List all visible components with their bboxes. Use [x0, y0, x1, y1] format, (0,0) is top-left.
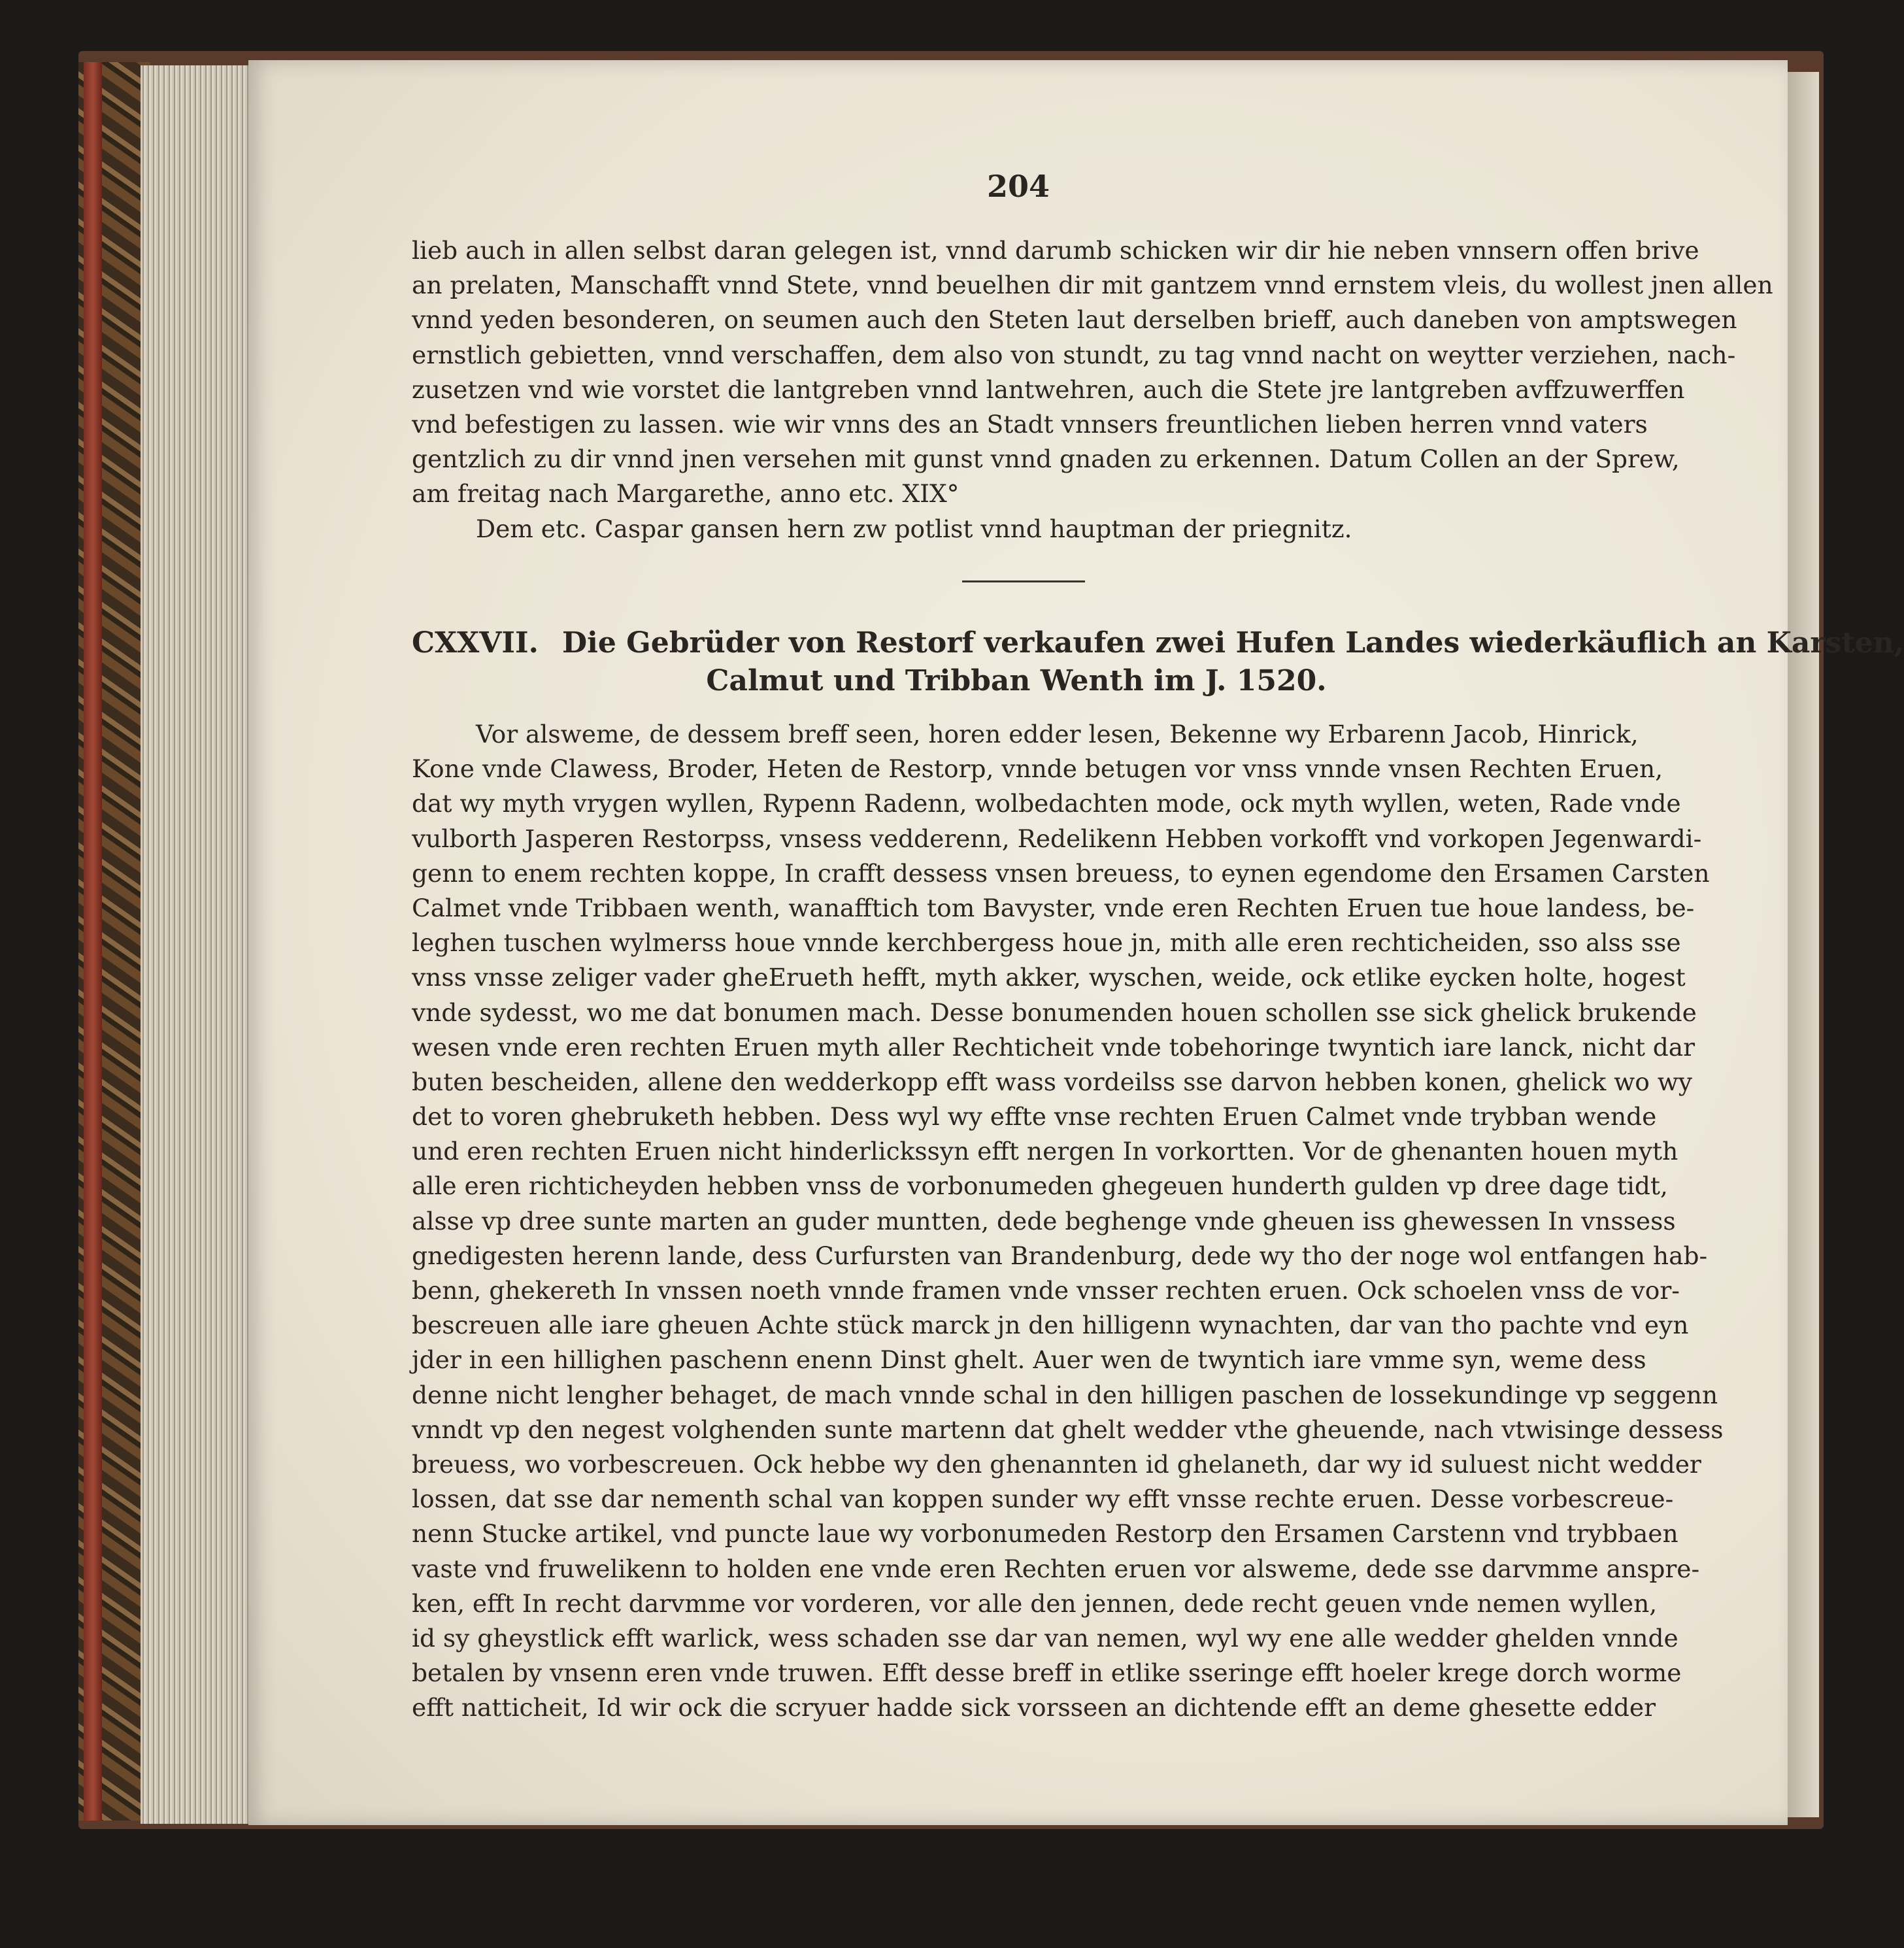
text-line: betalen by vnsenn eren vnde truwen. Efft desse breff in etlike sseringe efft hoeler krege dorch worme — [412, 1658, 1682, 1688]
text-line: vnss vnsse zeliger vader gheErueth hefft, myth akker, wyschen, weide, ock etlike eycken holte, hogest — [412, 963, 1686, 992]
text-line: det to voren ghebruketh hebben. Dess wyl wy effte vnse rechten Eruen Calmet vnde trybban wende — [412, 1102, 1657, 1132]
text-line: vaste vnd fruwelikenn to holden ene vnde eren Rechten eruen vor alsweme, dede sse darvmme anspre- — [412, 1554, 1700, 1583]
text-line: genn to enem rechten koppe, In crafft dessess vnsen breuess, to eynen egendome den Ersamen Carsten — [412, 858, 1710, 888]
text-line: leghen tuschen wylmerss houe vnnde kerchbergess houe jn, mith alle eren rechticheiden, sso alss sse — [412, 928, 1681, 958]
closing-line: Dem etc. Caspar gansen hern zw potlist vnnd hauptman der priegnitz. — [476, 514, 1352, 543]
text-line: zusetzen vnd wie vorstet die lantgreben vnnd lantwehren, auch die Stete jre lantgreben avffzuwerffen — [412, 375, 1685, 404]
text-line: id sy gheystlick efft warlick, wess schaden sse dar van nemen, wyl wy ene alle wedder ghelden vnnde — [412, 1623, 1679, 1653]
text-line: nenn Stucke artikel, vnd puncte laue wy vorbonumeden Restorp den Ersamen Carstenn vnd trybbaen — [412, 1519, 1679, 1549]
text-line: wesen vnde eren rechten Eruen myth aller Rechticheit vnde tobehoringe twyntich iare lanck, nicht dar — [412, 1032, 1695, 1062]
text-line: dat wy myth vrygen wyllen, Rypenn Radenn, wolbedachten mode, ock myth wyllen, weten, Rade vnde — [412, 789, 1681, 818]
text-line: lossen, dat sse dar nementh schal van koppen sunder wy efft vnsse rechte eruen. Desse vorbescreue- — [412, 1485, 1674, 1514]
text-line: benn, ghekereth In vnssen noeth vnnde framen vnde vnsser rechten eruen. Ock schoelen vnss de vor- — [412, 1276, 1680, 1305]
section-heading — [412, 624, 1904, 700]
text-line: buten bescheiden, allene den wedderkopp efft wass vordeilss sse darvon hebben konen, ghelick wo wy — [412, 1067, 1692, 1096]
text-line: efft natticheit, Id wir ock die scryuer hadde sick vorsseen an dichtende efft an deme ghesette edder — [412, 1693, 1656, 1722]
facing-page-edge — [1788, 72, 1819, 1817]
text-line: gnedigesten herenn lande, dess Curfursten van Brandenburg, dede wy tho der noge wol entfangen hab- — [412, 1241, 1708, 1270]
text-line: Vor alsweme, de dessem breff seen, horen edder lesen, Bekenne wy Erbarenn Jacob, Hinrick, — [476, 720, 1639, 748]
text-line: alsse vp dree sunte marten an guder muntten, dede beghenge vnde gheuen iss ghewessen In vnssess — [412, 1206, 1676, 1235]
page-number: 204 — [987, 169, 1050, 204]
text-line: am freitag nach Margarethe, anno etc. XIX° — [412, 479, 960, 509]
text-line: vnnd yeden besonderen, on seumen auch den Steten laut derselben brieff, auch daneben von amptswegen — [412, 305, 1737, 335]
section-number: CXXVII. — [412, 626, 539, 660]
body-text — [412, 717, 1724, 1725]
text-line: denne nicht lengher behaget, de mach vnnde schal in den hilligen paschen de lossekundinge vp seggenn — [412, 1380, 1718, 1409]
text-line: vnndt vp den negest volghenden sunte martenn dat ghelt wedder vthe gheuende, nach vtwisinge dessess — [412, 1415, 1724, 1444]
text-line: vnde sydesst, wo me dat bonumen mach. Desse bonumenden houen schollen sse sick ghelick brukende — [412, 998, 1697, 1027]
leather-spine — [84, 62, 102, 1821]
text-line: gentzlich zu dir vnnd jnen versehen mit gunst vnnd gnaden zu erkennen. Datum Collen an der Sprew, — [412, 445, 1680, 474]
text-line: ken, efft In recht darvmme vor vorderen, vor alle den jennen, dede recht geuen vnde nemen wyllen, — [412, 1588, 1658, 1618]
text-line: alle eren richticheyden hebben vnss de vorbonumeden ghegeuen hunderth gulden vp dree dage tidt, — [412, 1171, 1668, 1201]
text-line: Kone vnde Clawess, Broder, Heten de Restorp, vnnde betugen vor vnss vnnde vnsen Rechten Eruen, — [412, 754, 1663, 784]
text-line: vnd befestigen zu lassen. wie wir vnns des an Stadt vnnsers freuntlichen lieben herren vnnd vaters — [412, 409, 1648, 439]
text-line: Calmet vnde Tribbaen wenth, wanafftich tom Bavyster, vnde eren Rechten Eruen tue houe landess, be- — [412, 893, 1695, 922]
section-title-line-1: Die Gebrüder von Restorf verkaufen zwei Hufen Landes wiederkäuflich an Karsten, — [562, 626, 1904, 660]
text-line: bescreuen alle iare gheuen Achte stück marck jn den hilligenn wynachten, dar van tho pachte vnd eyn — [412, 1311, 1689, 1340]
page-edges — [141, 65, 252, 1824]
heading-line-1 — [412, 624, 1904, 662]
section-title-line-2: Calmut und Tribban Wenth im J. 1520. — [706, 664, 1327, 697]
top-paragraph — [412, 233, 1773, 546]
text-line: vulborth Jasperen Restorpss, vnsess vedderenn, Redelikenn Hebben vorkofft vnd vorkopen Jegenwardi- — [412, 824, 1702, 853]
text-line: ernstlich gebietten, vnnd verschaffen, dem also von stundt, zu tag vnnd nacht on weytter verziehen, nach- — [412, 340, 1736, 369]
text-line: und eren rechten Eruen nicht hinderlickssyn efft nergen In vorkortten. Vor de ghenanten houen myth — [412, 1137, 1679, 1166]
section-divider — [962, 580, 1085, 582]
text-line: jder in een hillighen paschenn enenn Dinst ghelt. Auer wen de twyntich iare vmme syn, weme dess — [412, 1345, 1646, 1375]
text-line: breuess, wo vorbescreuen. Ock hebbe wy den ghenannten id ghelaneth, dar wy id suluest nicht wedder — [412, 1449, 1701, 1479]
text-line: lieb auch in allen selbst daran gelegen ist, vnnd darumb schicken wir dir hie neben vnnsern offen brive — [412, 236, 1699, 265]
text-line: an prelaten, Manschafft vnnd Stete, vnnd beuelhen dir mit gantzem vnnd ernstem vleis, du wollest jnen allen — [412, 271, 1773, 300]
